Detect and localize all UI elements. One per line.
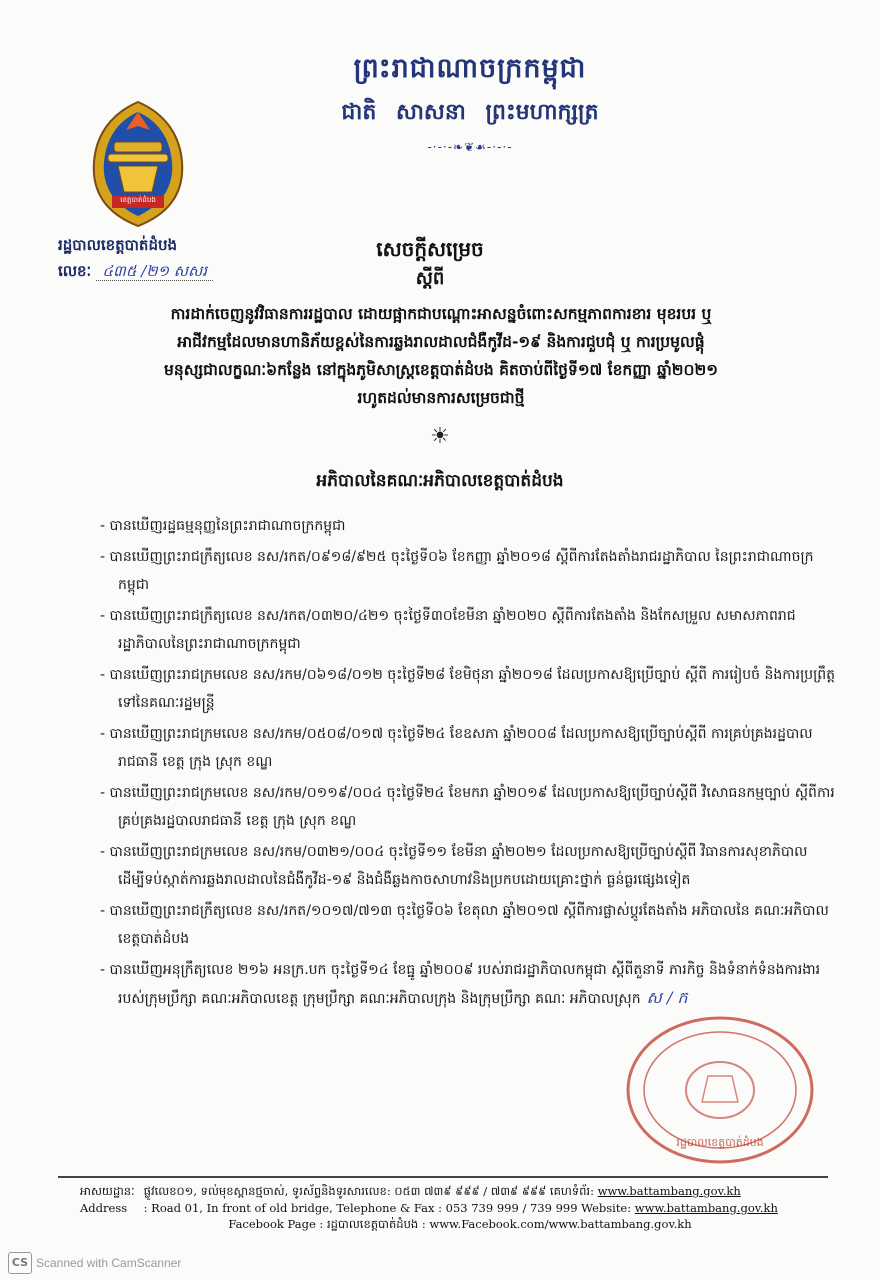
document-type: សេចក្ដីសម្រេច bbox=[376, 237, 484, 261]
consideration-item: - បានឃើញព្រះរាជក្រឹត្យលេខ នស/រកត/១០១៧/៧១៣ ចុះថ្ងៃទី០៦ ខែតុលា ឆ្នាំ២០១៧ ស្ដីពីការផ្លាស់ប្ដូរតែងតាំង អភិបាលនៃ គណៈអភិបាលខេត្តបាត់ដំបង bbox=[100, 897, 840, 953]
provincial-seal-icon bbox=[82, 96, 194, 236]
seal-label: ខេត្តបាត់ដំបង bbox=[120, 196, 156, 204]
consideration-item: - បានឃើញរដ្ឋធម្មនុញ្ញនៃព្រះរាជាណាចក្រកម្ពុជា bbox=[100, 512, 840, 540]
address-kh-text: ផ្លូវលេខ០១, ទល់មុខស្ពានថ្មចាស់, ទូរស័ព្ទនិងទូរសារលេខ: ០៥៣ ៧៣៩ ៩៩៩ / ៧៣៩ ៩៩៩ គេហទំព័រ: bbox=[143, 1184, 594, 1198]
issuer-org: រដ្ឋបាលខេត្តបាត់ដំបង bbox=[58, 236, 178, 254]
national-motto: ជាតិ សាសនា ព្រះមហាក្សត្រ bbox=[341, 100, 599, 125]
address-en-text: : Road 01, In front of old bridge, Telephone & Fax : 053 739 999 / 739 999 Website: bbox=[143, 1200, 632, 1215]
consideration-item: - បានឃើញព្រះរាជក្រមលេខ នស/រកម/០៦១៨/០១២ ចុះថ្ងៃទី២៨ ខែមិថុនា ឆ្នាំ២០១៨ ដែលប្រកាសឱ្យប្រើច្បាប់ ស្ដីពី ការរៀបចំ និងការប្រព្រឹត្តទៅនៃគណៈរដ្ឋមន្ត្រី bbox=[100, 661, 840, 717]
address-kh-label: អាសយដ្ឋានៈ bbox=[80, 1184, 135, 1198]
footer-address-en bbox=[80, 1200, 840, 1217]
official-stamp-icon bbox=[620, 1010, 820, 1170]
consideration-text: បានឃើញអនុក្រឹត្យលេខ ២១៦ អនក្រ.បក ចុះថ្ងៃទី១៤ ខែធ្នូ ឆ្នាំ២០០៩ របស់រាជរដ្ឋាភិបាលកម្ពុជា ស្ដីពីតួនាទី ភារកិច្ច និងទំនាក់ទំនងការងាររបស់ក្រុមប្រឹក្សា គណៈអភិបាលខេត្ត ក្រុមប្រឹក្សា គណៈអភិបាលក្រុង និងក្រុមប្រឹក្សា គណៈ អភិបាលស្រុក bbox=[109, 962, 821, 1007]
footer-address-kh bbox=[80, 1183, 840, 1200]
subject-line: រហូតដល់មានការសម្រេចជាថ្មី bbox=[357, 389, 525, 407]
footer bbox=[80, 1183, 840, 1233]
consideration-item: - បានឃើញព្រះរាជក្រមលេខ នស/រកម/០៣២១/០០៤ ចុះថ្ងៃទី១១ ខែមីនា ឆ្នាំ២០២១ ដែលប្រកាសឱ្យប្រើច្បាប់ស្ដីពី វិធានការសុខាភិបាលដើម្បីទប់ស្កាត់ការឆ្លងរាលដាលនៃជំងឺកូវីដ-១៩ និងជំងឺឆ្លងកាចសាហាវនិងប្រកបដោយគ្រោះថ្នាក់ ធ្ងន់ធ្ងរផ្សេងទៀត bbox=[100, 838, 840, 894]
considerations-list bbox=[100, 512, 840, 1016]
sun-divider-icon: ☀ bbox=[430, 424, 450, 449]
consideration-item: - បានឃើញព្រះរាជក្រឹត្យលេខ នស/រកត/០៩១៨/៩២៥ ចុះថ្ងៃទី០៦ ខែកញ្ញា ឆ្នាំ២០១៨ ស្ដីពីការតែងតាំងរាជរដ្ឋាភិបាល នៃព្រះរាជាណាចក្រកម្ពុជា bbox=[100, 543, 840, 599]
camscanner-logo-icon: CS bbox=[8, 1252, 32, 1274]
subject-line: អាជីវកម្មដែលមានហានិភ័យខ្ពស់នៃការឆ្លងរាលដាលជំងឺកូវីដ-១៩ និងការជួបជុំ ឬ ការប្រមូលផ្ដុំ bbox=[177, 333, 705, 351]
document-number-row bbox=[58, 262, 213, 284]
website-en-link[interactable]: www.battambang.gov.kh bbox=[634, 1200, 778, 1215]
kingdom-title: ព្រះរាជាណាចក្រកម្ពុជា bbox=[353, 53, 587, 84]
number-label: លេខៈ bbox=[58, 262, 92, 280]
footer-divider bbox=[58, 1176, 828, 1178]
consideration-item: - បានឃើញព្រះរាជក្រមលេខ នស/រកម/០៥០៨/០១៧ ចុះថ្ងៃទី២៤ ខែឧសភា ឆ្នាំ២០០៨ ដែលប្រកាសឱ្យប្រើច្បាប់ស្ដីពី ការគ្រប់គ្រងរដ្ឋបាលរាជធានី ខេត្ត ក្រុង ស្រុក ខណ្ឌ bbox=[100, 720, 840, 776]
address-en-label: Address bbox=[80, 1200, 128, 1215]
subject-line: ការដាក់ចេញនូវវិធានការរដ្ឋបាល ដោយផ្អាកជាបណ្ដោះអាសន្នចំពោះសកម្មភាពការខារ មុខរបរ ឬ bbox=[170, 305, 712, 323]
document-subject bbox=[56, 300, 826, 412]
stamp-text: រដ្ឋបាលខេត្តបាត់ដំបង bbox=[676, 1136, 764, 1149]
consideration-item bbox=[100, 956, 840, 1013]
number-value: ៤៣៥ /២១ សសរ bbox=[96, 262, 213, 281]
authority-heading: អភិបាលនៃគណៈអភិបាលខេត្តបាត់ដំបង bbox=[316, 471, 564, 491]
handwritten-initials: ស / ក bbox=[646, 988, 688, 1007]
document-about: ស្ដីពី bbox=[415, 268, 445, 289]
ornament-divider: -·-·-❧❦☙-·-·- bbox=[427, 140, 513, 154]
website-kh-link[interactable]: www.battambang.gov.kh bbox=[597, 1184, 741, 1198]
subject-line: មនុស្សជាលក្ខណៈ៦កន្លែង នៅក្នុងភូមិសាស្ត្រខេត្តបាត់ដំបង គិតចាប់ពីថ្ងៃទី១៧ ខែកញ្ញា ឆ្នាំ២០២១ bbox=[164, 361, 718, 379]
camscanner-watermark: Scanned with CamScanner bbox=[36, 1256, 182, 1270]
consideration-item: - បានឃើញព្រះរាជក្រមលេខ នស/រកម/០១១៩/០០៤ ចុះថ្ងៃទី២៤ ខែមករា ឆ្នាំ២០១៩ ដែលប្រកាសឱ្យប្រើច្បាប់ស្ដីពី វិសោធនកម្មច្បាប់ ស្ដីពីការគ្រប់គ្រងរដ្ឋបាលរាជធានី ខេត្ត ក្រុង ស្រុក ខណ្ឌ bbox=[100, 779, 840, 835]
footer-facebook[interactable]: Facebook Page : រដ្ឋបាលខេត្តបាត់ដំបង : www.Facebook.com/www.battambang.gov.kh bbox=[228, 1217, 692, 1231]
consideration-item: - បានឃើញព្រះរាជក្រឹត្យលេខ នស/រកត/០៣២០/៤២១ ចុះថ្ងៃទី៣០ខែមីនា ឆ្នាំ២០២០ ស្ដីពីការតែងតាំង និងកែសម្រួល សមាសភាពរាជរដ្ឋាភិបាលនៃព្រះរាជាណាចក្រកម្ពុជា bbox=[100, 602, 840, 658]
